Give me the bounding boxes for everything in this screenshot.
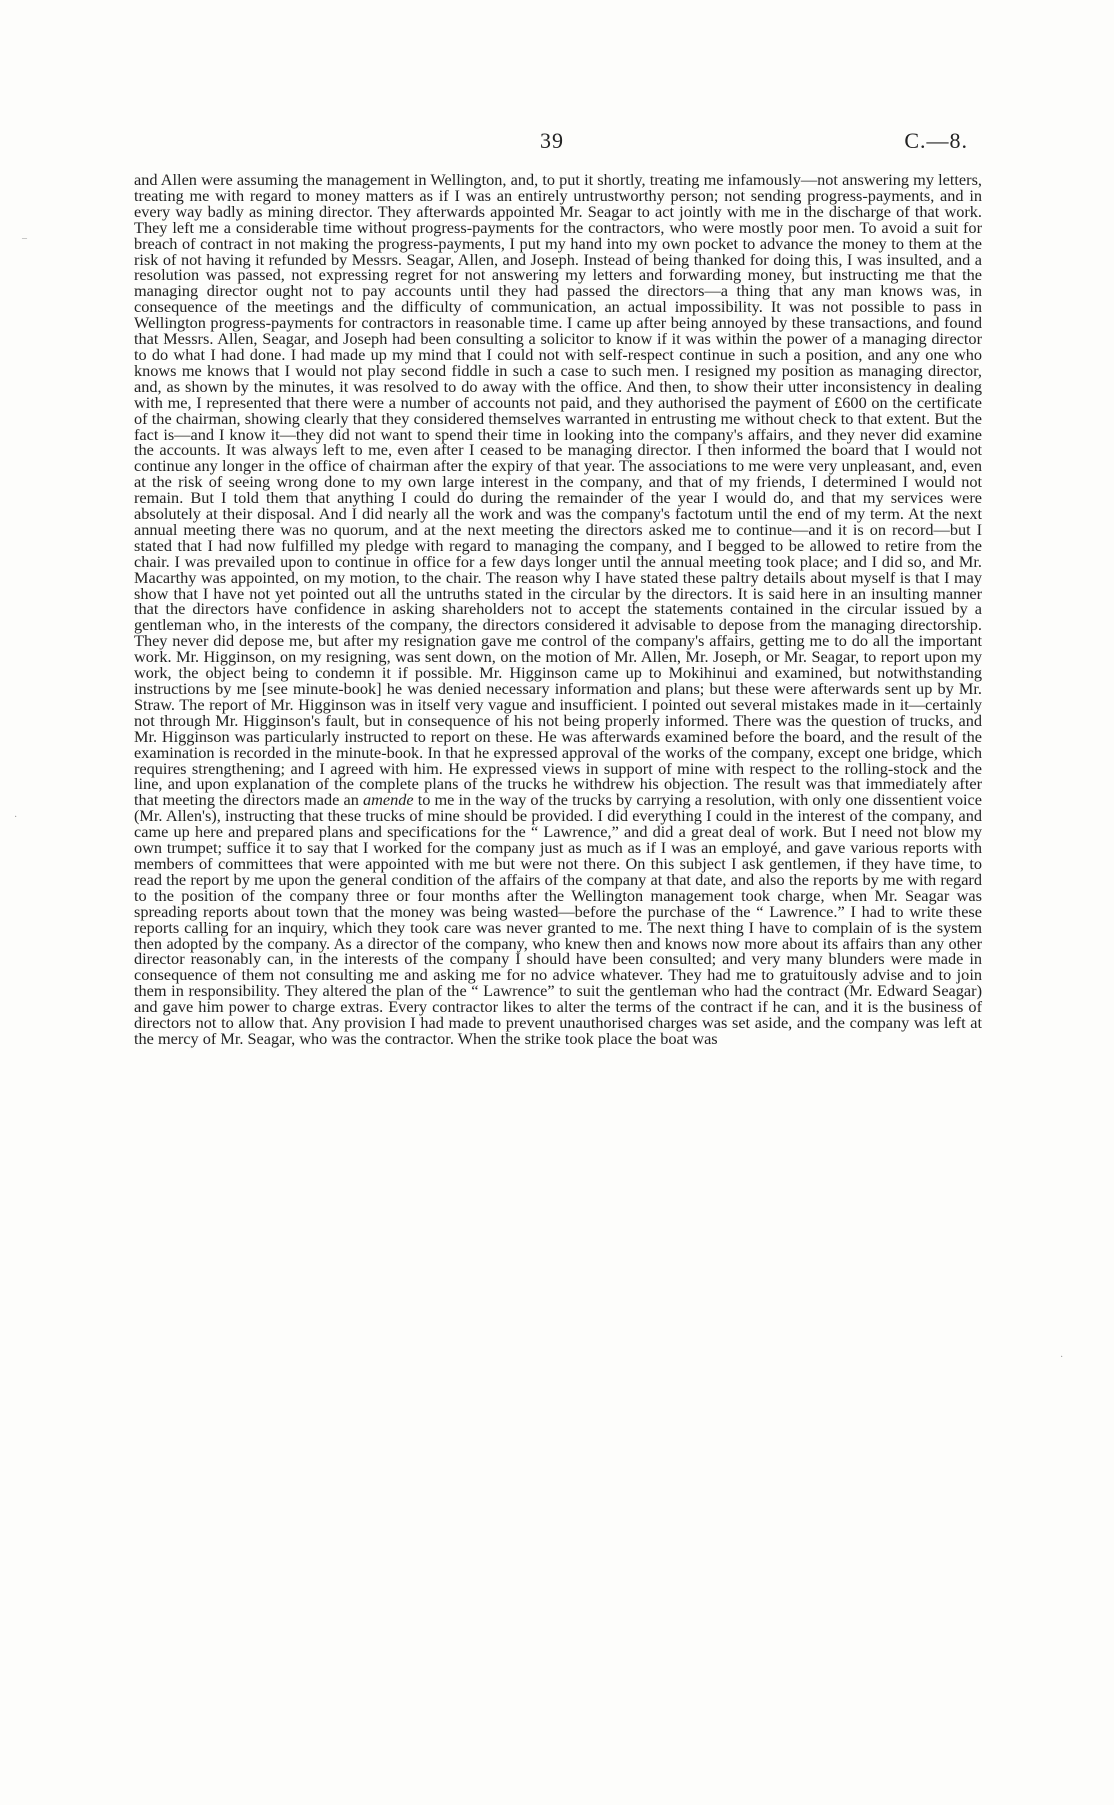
- body-paragraph: [134, 172, 982, 1047]
- page-header: [0, 128, 1114, 158]
- page-number: 39: [540, 128, 564, 153]
- body-italic-word: amende: [362, 790, 414, 810]
- margin-speck: ·: [14, 812, 18, 823]
- document-reference: C.—8.: [904, 128, 968, 153]
- body-text-part-2: to me in the way of the trucks by carrying a resolution, with only one dissentient voice (Mr. Allen's), instructing that these trucks of mine should be provided. I did everything I could in the interest of the company, and came up here and prepared plans and specifications for the “ Lawrence,” and did a great deal of work. But I need not blow my own trumpet; suffice it to say that I worked for the company just as much as if I was an employé, and gave various reports with members of committees that were appointed with me but were not there. On this subject I ask gentlemen, if they have time, to read the report by me upon the general condition of the affairs of the company at that date, and also the reports by me with regard to the position of the company three or four months after the Wellington management took charge, when Mr. Seagar was spreading reports about town that the money was being wasted—before the purchase of the “ Lawrence.” I had to write these reports calling for an inquiry, which they took care was never granted to me. The next thing I have to complain of is the system then adopted by the company. As a director of the company, who knew then and knows now more about its affairs than any other director reasonably can, in the interests of the company I should have been consulted; and very many blunders were made in consequence of them not consulting me and asking me for no advice whatever. They had me to gratuitously advise and to join them in responsibility. They altered the plan of the “ Lawrence” to suit the gentleman who had the contract (Mr. Edward Seagar) and gave him power to charge extras. Every contractor likes to alter the terms of the contract if he can, and it is the business of directors not to allow that. Any provision I had made to prevent unauthorised charges was set aside, and the company was left at the mercy of Mr. Seagar, who was the contractor. When the strike took place the boat was: [134, 790, 983, 1048]
- margin-speck: ·: [1060, 1352, 1064, 1363]
- body-text-part-1: and Allen were assuming the management in Wellington, and, to put it shortly, treating me infamously—not answering my letters, treating me with regard to money matters as if I was an entirely untrustworthy person; not sending progress-payments, and in every way badly as mining director. They afterwards appointed Mr. Seagar to act jointly with me in the discharge of that work. They left me a considerable time without progress-payments for the contractors, who were mostly poor men. To avoid a suit for breach of contract in not making the progress-payments, I put my hand into my own pocket to advance the money to them at the risk of not having it refunded by Messrs. Seagar, Allen, and Joseph. Instead of being thanked for doing this, I was insulted, and a resolution was passed, not expressing regret for not answering my letters and forwarding money, but instructing me that the managing director ought not to pay accounts until they had passed the directors—a thing that any man knows was, in consequence of the meetings and the difficulty of communication, an actual impossibility. It was not possible to pass in Wellington progress-payments for contractors in reasonable time. I came up after being annoyed by these transactions, and found that Messrs. Allen, Seagar, and Joseph had been consulting a solicitor to know if it was within the power of a managing director to do what I had done. I had made up my mind that I could not with self-respect continue in such a position, and any one who knows me knows that I would not play second fiddle in such a case to such men. I resigned my position as managing director, and, as shown by the minutes, it was resolved to do away with the office. And then, to show their utter inconsistency in dealing with me, I represented that there were a number of accounts not paid, and they authorised the payment of £600 on the certificate of the chairman, showing clearly that they considered themselves warranted in entrusting me without check to that extent. But the fact is—and I know it—they did not want to spend their time in looking into the company's affairs, and they never did examine the accounts. It was always left to me, even after I ceased to be managing director. I then informed the board that I would not continue any longer in the office of chairman after the expiry of that year. The associations to me were very unpleasant, and, even at the risk of seeing wrong done to my own large interest in the company, and that of my friends, I determined I would not remain. But I told them that anything I could do during the remainder of the year I would do, and that my services were absolutely at their disposal. And I did nearly all the work and was the company's factotum until the end of my term. At the next annual meeting there was no quorum, and at the next meeting the directors asked me to continue—and it is on record—but I stated that I had now fulfilled my pledge with regard to managing the company, and I begged to be allowed to retire from the chair. I was prevailed upon to continue in office for a few days longer until the annual meeting took place; and I did so, and Mr. Macarthy was appointed, on my motion, to the chair. The reason why I have stated these paltry details about myself is that I may show that I have not yet pointed out all the untruths stated in the circular by the directors. It is said here in an insulting manner that the directors have confidence in asking shareholders not to accept the statements contained in the circular issued by a gentleman who, in the interests of the company, the directors considered it advisable to depose from the managing directorship. They never did depose me, but after my resignation gave me control of the company's affairs, getting me to do all the important work. Mr. Higginson, on my resigning, was sent down, on the motion of Mr. Allen, Mr. Joseph, or Mr. Seagar, to report upon my work, the object being to condemn it if possible. Mr. Higginson came up to Mokihinui and examined, but notwithstanding instructions by me [see minute-book] he was denied necessary information and plans; but these were afterwards sent up by Mr. Straw. The report of Mr. Higginson was in itself very vague and insufficient. I pointed out several mistakes made in it—certainly not through Mr. Higginson's fault, but in consequence of his not being properly informed. There was the question of trucks, and Mr. Higginson was particularly instructed to report on these. He was afterwards examined before the board, and the result of the examination is recorded in the minute-book. In that he expressed approval of the works of the company, except one bridge, which requires strengthening; and I agreed with him. He expressed views in support of mine with respect to the rolling-stock and the line, and upon explanation of the complete plans of the trucks he withdrew his objection. The result was that immediately after that meeting the directors made an: [134, 170, 982, 810]
- margin-speck: –: [22, 233, 27, 244]
